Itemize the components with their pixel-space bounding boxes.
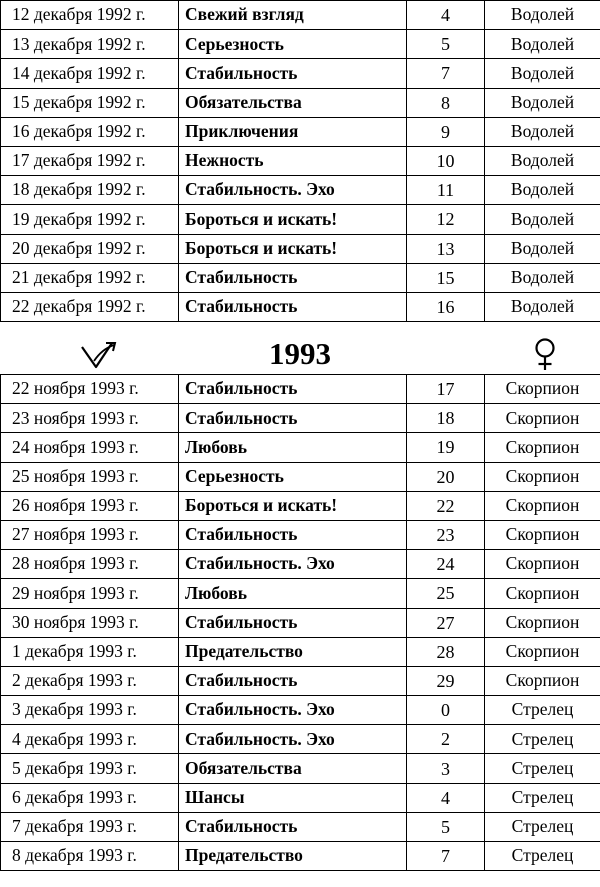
date-cell: 18 декабря 1992 г. bbox=[1, 176, 179, 205]
event-cell: Бороться и искать! bbox=[179, 234, 407, 263]
date-cell: 16 декабря 1992 г. bbox=[1, 117, 179, 146]
year-label: 1993 bbox=[269, 336, 331, 371]
table-row bbox=[1, 1, 600, 30]
event-cell: Стабильность. Эхо bbox=[179, 176, 407, 205]
date-cell: 12 декабря 1992 г. bbox=[1, 1, 179, 30]
number-cell: 13 bbox=[407, 234, 485, 263]
date-cell: 28 ноября 1993 г. bbox=[1, 550, 179, 579]
date-cell: 6 декабря 1993 г. bbox=[1, 783, 179, 812]
date-cell: 30 ноября 1993 г. bbox=[1, 608, 179, 637]
number-cell: 5 bbox=[407, 30, 485, 59]
number-cell: 2 bbox=[407, 725, 485, 754]
table-row bbox=[1, 234, 600, 263]
table-row bbox=[1, 696, 600, 725]
event-cell: Стабильность bbox=[179, 812, 407, 841]
date-cell: 7 декабря 1993 г. bbox=[1, 812, 179, 841]
number-cell: 28 bbox=[407, 637, 485, 666]
event-cell: Стабильность bbox=[179, 59, 407, 88]
table-row bbox=[1, 550, 600, 579]
sign-cell: Скорпион bbox=[485, 666, 600, 695]
date-cell: 27 ноября 1993 г. bbox=[1, 520, 179, 549]
event-cell: Стабильность bbox=[179, 608, 407, 637]
event-cell: Нежность bbox=[179, 146, 407, 175]
number-cell: 5 bbox=[407, 812, 485, 841]
event-cell: Обязательства bbox=[179, 754, 407, 783]
table-row bbox=[1, 375, 600, 404]
table-row bbox=[1, 88, 600, 117]
number-cell: 18 bbox=[407, 404, 485, 433]
sign-cell: Стрелец bbox=[485, 696, 600, 725]
table-row bbox=[1, 404, 600, 433]
table-row bbox=[1, 263, 600, 292]
number-cell: 7 bbox=[407, 59, 485, 88]
table-row bbox=[1, 30, 600, 59]
number-cell: 12 bbox=[407, 205, 485, 234]
table-row bbox=[1, 462, 600, 491]
date-cell: 4 декабря 1993 г. bbox=[1, 725, 179, 754]
number-cell: 7 bbox=[407, 842, 485, 871]
sign-cell: Водолей bbox=[485, 146, 600, 175]
number-cell: 29 bbox=[407, 666, 485, 695]
sign-cell: Водолей bbox=[485, 30, 600, 59]
sign-cell: Стрелец bbox=[485, 842, 600, 871]
event-cell: Стабильность. Эхо bbox=[179, 550, 407, 579]
table-row bbox=[1, 579, 600, 608]
sign-cell: Водолей bbox=[485, 59, 600, 88]
number-cell: 3 bbox=[407, 754, 485, 783]
sign-cell: Водолей bbox=[485, 176, 600, 205]
sign-cell: Скорпион bbox=[485, 608, 600, 637]
date-cell: 19 декабря 1992 г. bbox=[1, 205, 179, 234]
date-cell: 29 ноября 1993 г. bbox=[1, 579, 179, 608]
table-row bbox=[1, 433, 600, 462]
venus-symbol-icon bbox=[530, 337, 560, 371]
table-1992-body bbox=[1, 1, 600, 322]
table-row bbox=[1, 146, 600, 175]
table-row bbox=[1, 754, 600, 783]
number-cell: 25 bbox=[407, 579, 485, 608]
table-row bbox=[1, 117, 600, 146]
number-cell: 15 bbox=[407, 263, 485, 292]
table-row bbox=[1, 783, 600, 812]
date-cell: 17 декабря 1992 г. bbox=[1, 146, 179, 175]
event-cell: Стабильность bbox=[179, 404, 407, 433]
number-cell: 20 bbox=[407, 462, 485, 491]
event-cell: Любовь bbox=[179, 433, 407, 462]
number-cell: 24 bbox=[407, 550, 485, 579]
table-row bbox=[1, 520, 600, 549]
number-cell: 22 bbox=[407, 491, 485, 520]
event-cell: Серьезность bbox=[179, 462, 407, 491]
date-cell: 25 ноября 1993 г. bbox=[1, 462, 179, 491]
sign-cell: Скорпион bbox=[485, 637, 600, 666]
date-cell: 3 декабря 1993 г. bbox=[1, 696, 179, 725]
table-row bbox=[1, 725, 600, 754]
sign-cell: Водолей bbox=[485, 88, 600, 117]
sign-cell: Скорпион bbox=[485, 520, 600, 549]
table-row bbox=[1, 491, 600, 520]
table-row bbox=[1, 812, 600, 841]
event-cell: Стабильность bbox=[179, 263, 407, 292]
number-cell: 0 bbox=[407, 696, 485, 725]
sign-cell: Водолей bbox=[485, 1, 600, 30]
table-row bbox=[1, 842, 600, 871]
date-cell: 22 декабря 1992 г. bbox=[1, 292, 179, 321]
number-cell: 11 bbox=[407, 176, 485, 205]
date-cell: 15 декабря 1992 г. bbox=[1, 88, 179, 117]
sign-cell: Скорпион bbox=[485, 491, 600, 520]
sign-cell: Скорпион bbox=[485, 375, 600, 404]
table-row bbox=[1, 205, 600, 234]
sign-cell: Скорпион bbox=[485, 579, 600, 608]
event-cell: Серьезность bbox=[179, 30, 407, 59]
sign-cell: Скорпион bbox=[485, 433, 600, 462]
event-cell: Стабильность bbox=[179, 292, 407, 321]
event-cell: Стабильность bbox=[179, 520, 407, 549]
table-row bbox=[1, 666, 600, 695]
date-cell: 1 декабря 1993 г. bbox=[1, 637, 179, 666]
number-cell: 4 bbox=[407, 1, 485, 30]
date-cell: 20 декабря 1992 г. bbox=[1, 234, 179, 263]
sign-cell: Скорпион bbox=[485, 462, 600, 491]
sign-cell: Стрелец bbox=[485, 725, 600, 754]
table-1992 bbox=[0, 0, 600, 322]
number-cell: 19 bbox=[407, 433, 485, 462]
date-cell: 8 декабря 1993 г. bbox=[1, 842, 179, 871]
sign-cell: Водолей bbox=[485, 205, 600, 234]
event-cell: Стабильность. Эхо bbox=[179, 696, 407, 725]
event-cell: Шансы bbox=[179, 783, 407, 812]
event-cell: Стабильность bbox=[179, 375, 407, 404]
sign-cell: Скорпион bbox=[485, 550, 600, 579]
event-cell: Предательство bbox=[179, 842, 407, 871]
table-row bbox=[1, 637, 600, 666]
number-cell: 23 bbox=[407, 520, 485, 549]
number-cell: 8 bbox=[407, 88, 485, 117]
date-cell: 5 декабря 1993 г. bbox=[1, 754, 179, 783]
event-cell: Бороться и искать! bbox=[179, 491, 407, 520]
number-cell: 16 bbox=[407, 292, 485, 321]
event-cell: Стабильность. Эхо bbox=[179, 725, 407, 754]
table-row bbox=[1, 59, 600, 88]
event-cell: Свежий взгляд bbox=[179, 1, 407, 30]
sign-cell: Стрелец bbox=[485, 754, 600, 783]
date-cell: 24 ноября 1993 г. bbox=[1, 433, 179, 462]
event-cell: Бороться и искать! bbox=[179, 205, 407, 234]
table-1993 bbox=[0, 374, 600, 871]
date-cell: 26 ноября 1993 г. bbox=[1, 491, 179, 520]
number-cell: 10 bbox=[407, 146, 485, 175]
date-cell: 23 ноября 1993 г. bbox=[1, 404, 179, 433]
sign-cell: Стрелец bbox=[485, 812, 600, 841]
sign-cell: Водолей bbox=[485, 234, 600, 263]
table-row bbox=[1, 608, 600, 637]
number-cell: 27 bbox=[407, 608, 485, 637]
table-1993-body bbox=[1, 375, 600, 871]
table-row bbox=[1, 292, 600, 321]
event-cell: Предательство bbox=[179, 637, 407, 666]
table-row bbox=[1, 176, 600, 205]
date-cell: 2 декабря 1993 г. bbox=[1, 666, 179, 695]
event-cell: Обязательства bbox=[179, 88, 407, 117]
sign-cell: Стрелец bbox=[485, 783, 600, 812]
sign-cell: Водолей bbox=[485, 292, 600, 321]
year-header bbox=[0, 333, 600, 374]
number-cell: 17 bbox=[407, 375, 485, 404]
event-cell: Стабильность bbox=[179, 666, 407, 695]
event-cell: Любовь bbox=[179, 579, 407, 608]
number-cell: 4 bbox=[407, 783, 485, 812]
date-cell: 21 декабря 1992 г. bbox=[1, 263, 179, 292]
sign-cell: Водолей bbox=[485, 117, 600, 146]
event-cell: Приключения bbox=[179, 117, 407, 146]
sign-cell: Скорпион bbox=[485, 404, 600, 433]
number-cell: 9 bbox=[407, 117, 485, 146]
date-cell: 13 декабря 1992 г. bbox=[1, 30, 179, 59]
date-cell: 22 ноября 1993 г. bbox=[1, 375, 179, 404]
sign-cell: Водолей bbox=[485, 263, 600, 292]
date-cell: 14 декабря 1992 г. bbox=[1, 59, 179, 88]
